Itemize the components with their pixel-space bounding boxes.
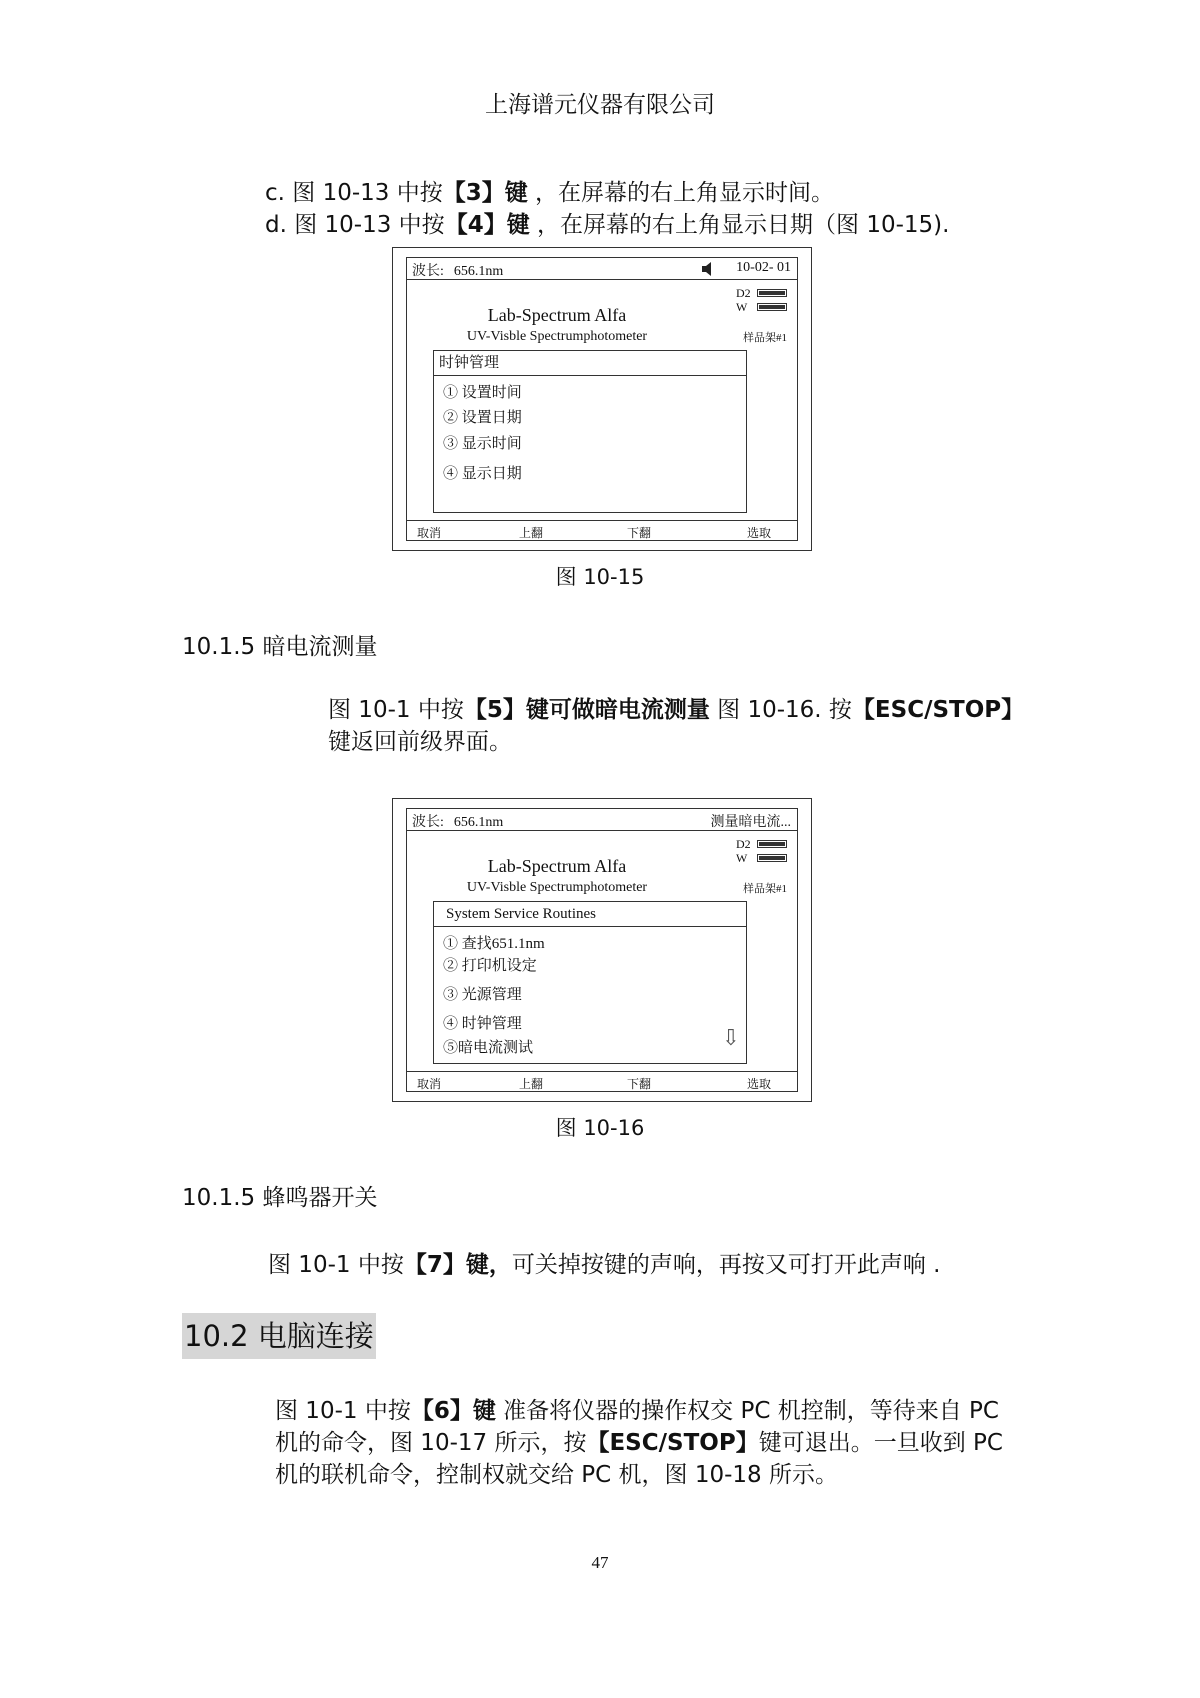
lamp-status bbox=[736, 286, 787, 314]
softkey-page-down[interactable]: 下翻 bbox=[627, 1077, 652, 1091]
buzzer-suffix: 可关掉按键的声响，再按又可打开此声响 . bbox=[511, 1252, 941, 1278]
menu-title: 时钟管理 bbox=[434, 351, 746, 376]
softkey-cancel[interactable]: 取消 bbox=[417, 526, 442, 540]
menu-item-show-time[interactable]: ③ 显示时间 bbox=[443, 436, 522, 452]
lamp-d2-indicator bbox=[757, 840, 787, 848]
wavelength-readout bbox=[412, 811, 503, 831]
screen-display bbox=[406, 808, 798, 1092]
sample-holder-label: 样品架#1 bbox=[743, 883, 787, 895]
buzzer-key: 【7】键， bbox=[403, 1252, 512, 1278]
wavelength-value: 656.1nm bbox=[453, 815, 504, 830]
line-c-prefix: c. 图 10-13 中按 bbox=[265, 180, 443, 206]
pc-connection-paragraph bbox=[275, 1395, 1003, 1491]
pc-line3: 机的联机命令，控制权就交给 PC 机，图 10-18 所示。 bbox=[275, 1462, 839, 1488]
line-c-key: 【3】键 bbox=[442, 180, 528, 206]
brand-subtitle: UV-Visble Spectrumphotometer bbox=[466, 329, 648, 344]
lamp-w-indicator bbox=[757, 303, 787, 311]
wavelength-label: 波长: bbox=[412, 815, 444, 830]
wavelength-value: 656.1nm bbox=[453, 264, 504, 279]
page-header: 上海谱元仪器有限公司 bbox=[485, 92, 715, 118]
brand-name: Lab-Spectrum Alfa bbox=[487, 305, 627, 325]
figure-10-16-screen bbox=[392, 798, 812, 1102]
line-d-suffix: ，在屏幕的右上角显示日期（图 10-15). bbox=[529, 212, 950, 238]
dark-para-bold: 【5】键可做暗电流测量 bbox=[463, 697, 710, 723]
figure-caption-10-15: 图 10-15 bbox=[555, 565, 645, 589]
buzzer-paragraph bbox=[268, 1250, 940, 1280]
menu-item-light-source[interactable]: ③ 光源管理 bbox=[443, 987, 522, 1003]
menu-item-printer-setup[interactable]: ② 打印机设定 bbox=[443, 958, 537, 974]
date-display: 10-02- 01 bbox=[736, 260, 791, 275]
dark-para-key: 【ESC/STOP】 bbox=[851, 697, 1025, 723]
section-title-pc-connection: 10.2 电脑连接 bbox=[182, 1313, 376, 1359]
page-number: 47 bbox=[591, 1553, 609, 1572]
subsection-heading-buzzer: 10.1.5 蜂鸣器开关 bbox=[182, 1185, 378, 1211]
dark-para-middle: 图 10-16. 按 bbox=[709, 697, 852, 723]
figure-caption-10-16: 图 10-16 bbox=[555, 1116, 645, 1140]
line-c-suffix: ，在屏幕的右上角显示时间。 bbox=[527, 180, 835, 206]
lamp-status bbox=[736, 837, 787, 865]
status-bar bbox=[407, 809, 797, 831]
line-d-prefix: d. 图 10-13 中按 bbox=[265, 212, 445, 238]
wavelength-readout bbox=[412, 260, 503, 280]
lamp-d2-indicator bbox=[757, 289, 787, 297]
status-bar bbox=[407, 258, 797, 280]
sample-holder-label: 样品架#1 bbox=[743, 332, 787, 344]
pc-line1-key: 【6】键 bbox=[410, 1398, 496, 1424]
menu-item-set-date[interactable]: ② 设置日期 bbox=[443, 410, 522, 426]
clock-menu bbox=[433, 350, 747, 513]
brand-name: Lab-Spectrum Alfa bbox=[487, 856, 627, 876]
menu-item-set-time[interactable]: ① 设置时间 bbox=[443, 385, 522, 401]
brand-subtitle: UV-Visble Spectrumphotometer bbox=[466, 880, 648, 895]
dark-para-line2: 键返回前级界面。 bbox=[328, 729, 512, 755]
service-menu bbox=[433, 901, 747, 1064]
softkey-page-up[interactable]: 上翻 bbox=[519, 526, 544, 540]
pc-line2-suffix: 键可退出。一旦收到 PC bbox=[758, 1430, 1003, 1456]
menu-item-dark-current[interactable]: ⑤暗电流测试 bbox=[443, 1040, 534, 1056]
instruction-line-c bbox=[265, 178, 834, 208]
wavelength-label: 波长: bbox=[412, 264, 444, 279]
softkey-select[interactable]: 选取 bbox=[747, 1077, 772, 1091]
softkey-select[interactable]: 选取 bbox=[747, 526, 772, 540]
buzzer-prefix: 图 10-1 中按 bbox=[268, 1252, 404, 1278]
speaker-icon bbox=[701, 262, 715, 276]
softkey-bar bbox=[407, 520, 797, 540]
lamp-d2-label: D2 bbox=[736, 286, 751, 300]
softkey-cancel[interactable]: 取消 bbox=[417, 1077, 442, 1091]
dark-para-prefix: 图 10-1 中按 bbox=[328, 697, 464, 723]
scroll-down-arrow-icon[interactable]: ⇩ bbox=[721, 1025, 740, 1050]
lamp-w-indicator bbox=[757, 854, 787, 862]
figure-10-15-screen bbox=[392, 247, 812, 551]
menu-item-find-wavelength[interactable]: ① 查找651.1nm bbox=[443, 936, 545, 952]
pc-line1-suffix: 准备将仪器的操作权交 PC 机控制，等待来自 PC bbox=[495, 1398, 999, 1424]
measuring-status: 测量暗电流... bbox=[710, 815, 791, 830]
pc-line2-key: 【ESC/STOP】 bbox=[586, 1430, 759, 1456]
lamp-w-label: W bbox=[736, 851, 748, 865]
pc-line1-prefix: 图 10-1 中按 bbox=[275, 1398, 411, 1424]
softkey-bar bbox=[407, 1071, 797, 1091]
dark-current-paragraph bbox=[328, 694, 1024, 758]
softkey-page-up[interactable]: 上翻 bbox=[519, 1077, 544, 1091]
menu-item-show-date[interactable]: ④ 显示日期 bbox=[443, 466, 522, 482]
line-d-key: 【4】键 bbox=[444, 212, 530, 238]
instruction-line-d bbox=[265, 210, 949, 240]
lamp-d2-label: D2 bbox=[736, 837, 751, 851]
lamp-w-label: W bbox=[736, 300, 748, 314]
screen-display bbox=[406, 257, 798, 541]
menu-title: System Service Routines bbox=[434, 902, 746, 927]
subsection-heading-dark-current: 10.1.5 暗电流测量 bbox=[182, 634, 378, 660]
menu-item-clock[interactable]: ④ 时钟管理 bbox=[443, 1016, 522, 1032]
pc-line2-prefix: 机的命令，图 10-17 所示，按 bbox=[275, 1430, 587, 1456]
softkey-page-down[interactable]: 下翻 bbox=[627, 526, 652, 540]
